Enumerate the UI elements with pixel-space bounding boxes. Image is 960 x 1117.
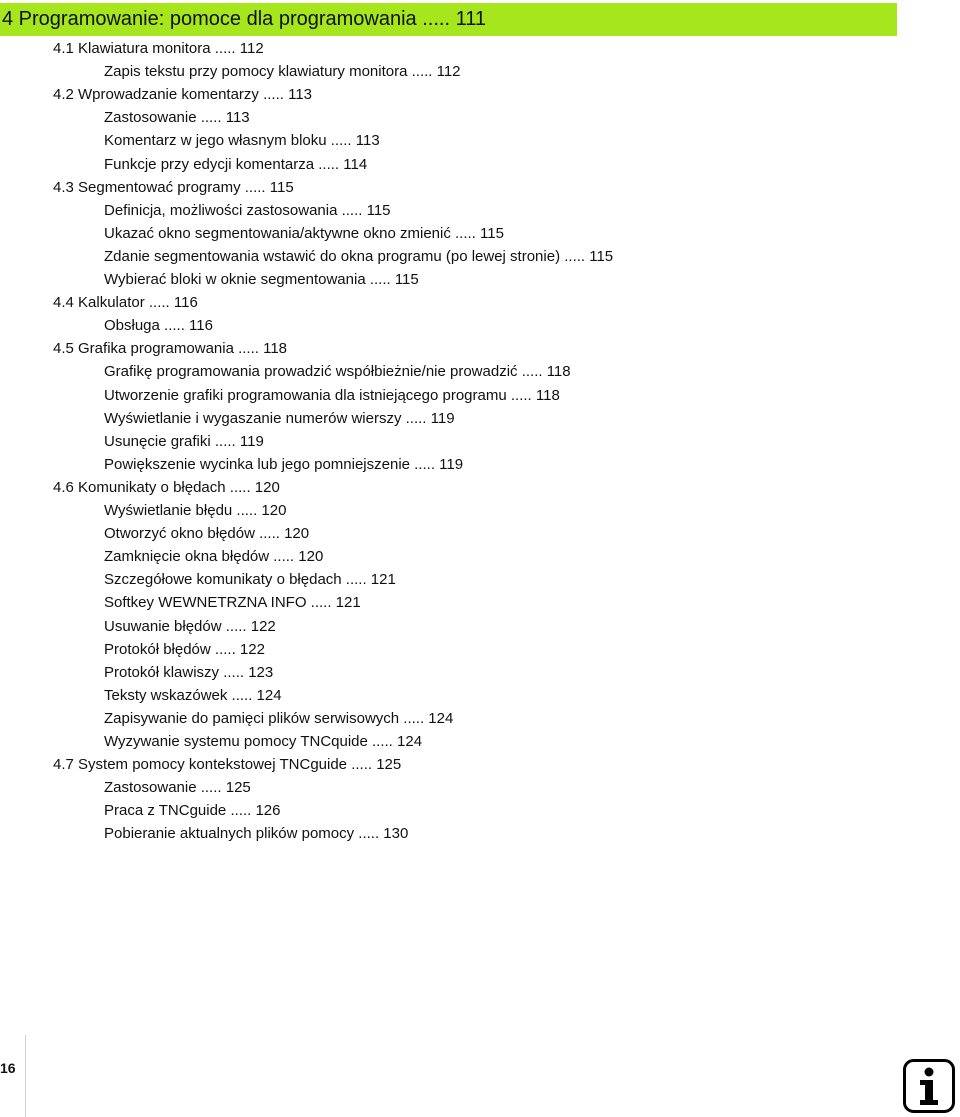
page-number: 16 (0, 1060, 16, 1076)
toc-subsection-entry[interactable]: Grafikę programowania prowadzić współbieżnie/nie prowadzić ..... 118 (104, 363, 571, 381)
toc-subsection-entry[interactable]: Funkcje przy edycji komentarza ..... 114 (104, 155, 368, 173)
toc-subsection-entry[interactable]: Wyświetlanie i wygaszanie numerów wierszy ..... 119 (104, 409, 455, 427)
toc-section-entry[interactable]: 4.4 Kalkulator ..... 116 (53, 294, 198, 312)
toc-subsection-entry[interactable]: Protokół błędów ..... 122 (104, 640, 265, 658)
toc-subsection-entry[interactable]: Pobieranie aktualnych plików pomocy ..... 130 (104, 825, 409, 843)
toc-subsection-entry[interactable]: Zamknięcie okna błędów ..... 120 (104, 548, 324, 566)
toc-subsection-entry[interactable]: Zapis tekstu przy pomocy klawiatury monitora ..... 112 (104, 63, 461, 81)
toc-subsection-entry[interactable]: Wyświetlanie błędu ..... 120 (104, 502, 287, 519)
toc-subsection-entry[interactable]: Zastosowanie ..... 113 (104, 109, 250, 127)
toc-subsection-entry[interactable]: Teksty wskazówek ..... 124 (104, 686, 282, 704)
chapter-title: 4 Programowanie: pomoce dla programowania ..... 111 (2, 8, 486, 30)
toc-section-entry[interactable]: 4.2 Wprowadzanie komentarzy ..... 113 (53, 86, 313, 104)
toc-subsection-entry[interactable]: Protokół klawiszy ..... 123 (104, 663, 274, 681)
toc-subsection-entry[interactable]: Zdanie segmentowania wstawić do okna programu (po lewej stronie) ..... 115 (104, 247, 614, 265)
toc-subsection-entry[interactable]: Obsługa ..... 116 (104, 317, 213, 335)
toc-subsection-entry[interactable]: Utworzenie grafiki programowania dla istniejącego programu ..... 118 (104, 386, 560, 404)
toc-subsection-entry[interactable]: Usuwanie błędów ..... 122 (104, 617, 276, 635)
toc-section-entry[interactable]: 4.6 Komunikaty o błędach ..... 120 (53, 478, 280, 496)
toc-subsection-entry[interactable]: Wybierać bloki w oknie segmentowania ..... 115 (104, 271, 419, 288)
toc-subsection-entry[interactable]: Szczegółowe komunikaty o błędach ..... 121 (104, 571, 396, 589)
toc-section-entry[interactable]: 4.3 Segmentować programy ..... 115 (53, 178, 294, 196)
toc-subsection-entry[interactable]: Zapisywanie do pamięci plików serwisowych ..... 124 (104, 709, 454, 727)
toc-subsection-entry[interactable]: Otworzyć okno błędów ..... 120 (104, 525, 310, 543)
toc-subsection-entry[interactable]: Zastosowanie ..... 125 (104, 779, 251, 797)
toc-subsection-entry[interactable]: Wyzywanie systemu pomocy TNCquide ..... 124 (104, 733, 423, 750)
margin-divider (25, 1035, 26, 1117)
info-icon (903, 1059, 955, 1113)
toc-section-entry[interactable]: 4.7 System pomocy kontekstowej TNCguide ..... 125 (53, 756, 402, 774)
toc-subsection-entry[interactable]: Definicja, możliwości zastosowania ..... 115 (104, 201, 391, 219)
toc-subsection-entry[interactable]: Powiększenie wycinka lub jego pomniejszenie ..... 119 (104, 455, 464, 473)
toc-subsection-entry[interactable]: Ukazać okno segmentowania/aktywne okno zmienić ..... 115 (104, 224, 504, 242)
chapter-header (0, 3, 897, 36)
toc-subsection-entry[interactable]: Praca z TNCguide ..... 126 (104, 802, 281, 820)
toc-section-entry[interactable]: 4.1 Klawiatura monitora ..... 112 (53, 40, 264, 57)
toc-subsection-entry[interactable]: Softkey WEWNETRZNA INFO ..... 121 (104, 594, 361, 612)
toc-section-entry[interactable]: 4.5 Grafika programowania ..... 118 (53, 340, 288, 358)
toc-subsection-entry[interactable]: Komentarz w jego własnym bloku ..... 113 (104, 132, 380, 150)
toc-subsection-entry[interactable]: Usunęcie grafiki ..... 119 (104, 432, 264, 450)
